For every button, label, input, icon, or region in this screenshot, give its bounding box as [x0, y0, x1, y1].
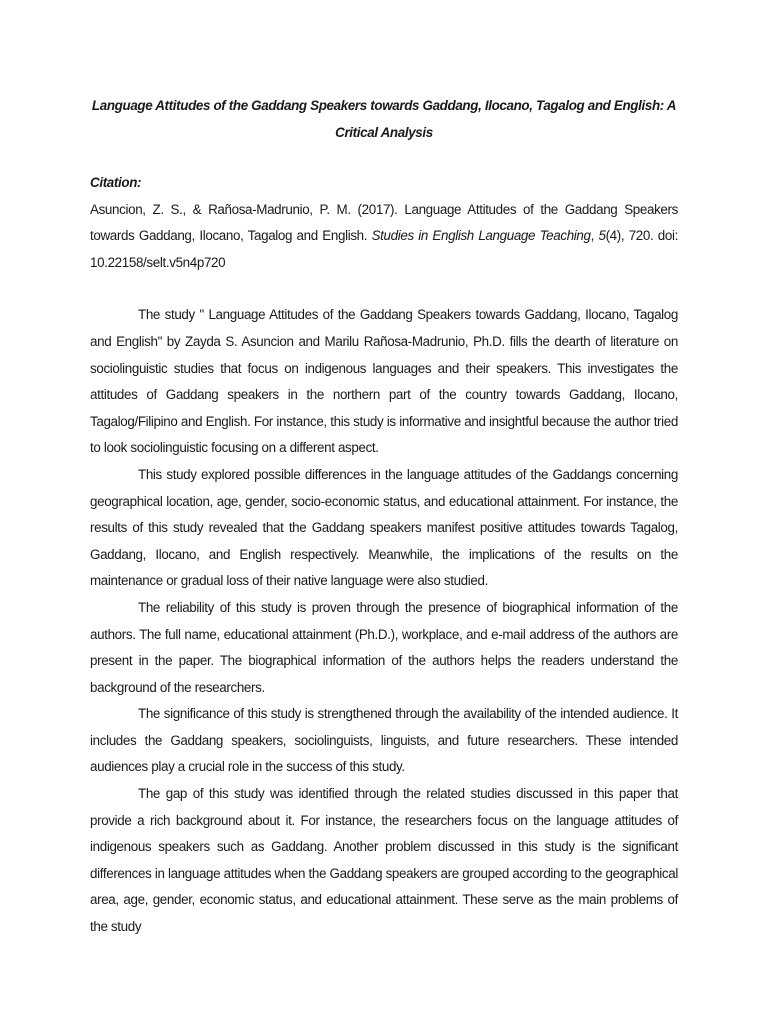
citation-issue-doi: (4), 720. doi: 10.22158/selt.v5n4p720: [90, 228, 678, 270]
citation-heading: Citation:: [90, 175, 142, 190]
citation-authors-title: Asuncion, Z. S., & Rañosa-Madrunio, P. M. (2017). Language Attitudes of the Gaddang Speakers towards Gaddang, Ilocano, Tagalog and English.: [90, 201, 678, 244]
citation-separator: ,: [590, 228, 599, 244]
body-paragraph-2: This study explored possible differences in the language attitudes of the Gaddangs concerning geographical location, age, gender, socio-economic status, and educational attainment. For instance, the results of this study revealed that the Gaddang speakers manifest positive attitudes towards Tagalog, Gaddang, Ilocano, and English respectively. Meanwhile, the implications of the results on the maintenance or gradual loss of their native language were also studied.: [90, 466, 678, 589]
document-title: Language Attitudes of the Gaddang Speakers towards Gaddang, Ilocano, Tagalog and English: A Critical Analysis: [91, 98, 677, 140]
citation-text: [90, 197, 678, 277]
body-paragraph-3: The reliability of this study is proven through the presence of biographical information of the authors. The full name, educational attainment (Ph.D.), workplace, and e-mail address of the authors are present in the paper. The biographical information of the authors helps the readers understand the background of the researchers.: [90, 599, 678, 695]
document-page: [90, 92, 678, 941]
citation-journal: Studies in English Language Teaching: [371, 228, 591, 244]
citation-volume: 5: [598, 228, 606, 244]
body-paragraph-5: The gap of this study was identified through the related studies discussed in this paper that provide a rich background about it. For instance, the researchers focus on the language attitudes of indigenous speakers such as Gaddang. Another problem discussed in this study is the significant differences in language attitudes when the Gaddang speakers are grouped according to the geographical area, age, gender, economic status, and educational attainment. These serve as the main problems of the study: [90, 786, 678, 935]
body-paragraph-4: The significance of this study is strengthened through the availability of the intended audience. It includes the Gaddang speakers, sociolinguists, linguists, and future researchers. These intended audiences play a crucial role in the success of this study.: [90, 706, 678, 775]
body-paragraph-1: The study " Language Attitudes of the Gaddang Speakers towards Gaddang, Ilocano, Tagalog and English" by Zayda S. Asuncion and Marilu Rañosa-Madrunio, Ph.D. fills the dearth of literature on sociolinguistic studies that focus on indigenous languages and their speakers. This investigates the attitudes of Gaddang speakers in the northern part of the country towards Gaddang, Ilocano, Tagalog/Filipino and English. For instance, this study is informative and insightful because the author tried to look sociolinguistic focusing on a different aspect.: [90, 307, 678, 456]
